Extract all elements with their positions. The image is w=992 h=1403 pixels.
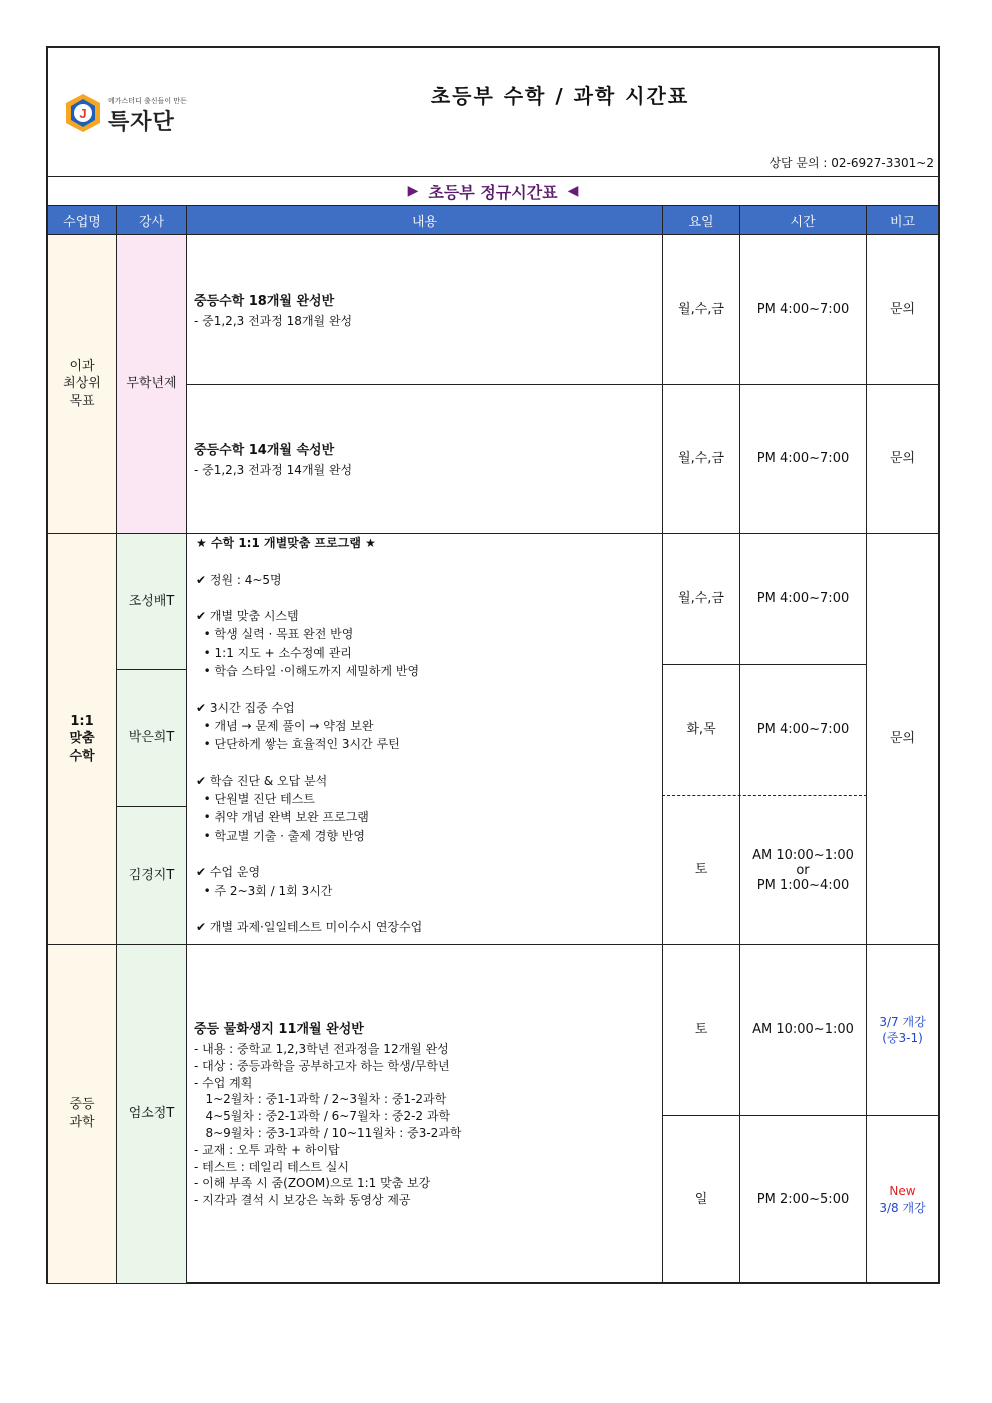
class-note-opening: 3/7 개강 (중3-1) — [879, 1014, 926, 1045]
class-note-new — [867, 1116, 938, 1283]
new-badge: New — [889, 1184, 916, 1199]
program-line: • 학습 스타일 ·이해도까지 세밀하게 반영 — [196, 664, 420, 679]
program-line: • 단단하게 쌓는 효율적인 3시간 루틴 — [196, 737, 400, 752]
time-option: AM 10:00~1:00 — [752, 847, 854, 863]
class-title: 중등 물화생지 11개월 완성반 — [194, 1022, 364, 1037]
detail-line: - 테스트 : 데일리 테스트 실시 — [194, 1159, 349, 1174]
grid-line — [186, 206, 187, 1283]
program-line: ✔ 수업 운영 — [196, 865, 261, 880]
header-content: 내용 — [187, 206, 662, 234]
section-title-text: 초등부 정규시간표 — [428, 182, 558, 202]
class-day: 월,수,금 — [678, 301, 724, 317]
class-time-options — [740, 796, 866, 944]
teacher-name-3: 엄소정T — [128, 1106, 175, 1122]
program-line — [196, 845, 656, 863]
time-option: PM 1:00~4:00 — [756, 877, 850, 893]
logo-icon — [62, 92, 104, 134]
brand-tagline: 메가스터디 출신들이 만든 — [108, 97, 187, 105]
brand-name: 특자단 — [108, 110, 175, 135]
program-line: • 학교별 기출 · 출제 경향 반영 — [196, 828, 365, 843]
detail-line: 1~2월차 : 중1-1과학 / 2~3월차 : 중1-2과학 — [194, 1092, 447, 1107]
star-icon: ★ — [196, 536, 207, 550]
program-line — [196, 589, 656, 607]
detail-line: - 대상 : 중등과학을 공부하고자 하는 학생/무학년 — [194, 1058, 450, 1073]
class-time: AM 10:00~1:00 — [752, 1022, 854, 1038]
program-line: ✔ 학습 진단 & 오답 분석 — [196, 773, 328, 788]
program-line: • 개념 → 문제 풀이 → 약점 보완 — [196, 718, 374, 733]
program-content — [196, 534, 656, 937]
program-line: • 취약 개념 완벽 보완 프로그램 — [196, 810, 369, 825]
class-time: PM 4:00~7:00 — [756, 591, 850, 607]
program-line: ✔ 개별 맞춤 시스템 — [196, 609, 299, 624]
class-time: PM 4:00~7:00 — [756, 301, 850, 317]
detail-line: 8~9월차 : 중3-1과학 / 10~11월차 : 중3-2과학 — [194, 1125, 462, 1140]
class-details — [194, 1041, 462, 1209]
section-title — [48, 177, 938, 205]
detail-line: 4~5월차 : 중2-1과학 / 6~7월차 : 중2-2 과학 — [194, 1109, 451, 1124]
class-time: PM 2:00~5:00 — [756, 1191, 850, 1207]
program-title: 수학 1:1 개별맞춤 프로그램 — [210, 536, 361, 550]
class-time: PM 4:00~7:00 — [756, 451, 850, 467]
contact-info: 상담 문의 : 02-6927-3301~2 — [769, 156, 934, 170]
class-day: 월,수,금 — [678, 451, 724, 467]
header-teacher: 강사 — [117, 206, 186, 234]
class-title: 중등수학 14개월 속성반 — [194, 443, 335, 458]
class-desc: - 중1,2,3 전과정 14개월 완성 — [194, 463, 353, 477]
class-time: PM 4:00~7:00 — [756, 722, 850, 738]
grid-line — [47, 205, 939, 206]
brand-logo — [62, 92, 192, 134]
class-note: 문의 — [889, 451, 916, 467]
class-title: 중등수학 18개월 완성반 — [194, 294, 335, 309]
program-lines — [196, 552, 656, 936]
page-title: 초등부 수학 / 과학 시간표 — [430, 84, 690, 108]
detail-line: - 수업 계획 — [194, 1075, 253, 1090]
class-day: 토 — [694, 862, 708, 878]
program-line: • 1:1 지도 + 소수정예 관리 — [196, 645, 352, 660]
program-line: ✔ 개별 과제·일일테스트 미이수시 연장수업 — [196, 920, 423, 935]
program-line — [196, 680, 656, 698]
triangle-left-icon: ◀ — [567, 183, 579, 199]
program-line: • 주 2~3회 / 1회 3시간 — [196, 883, 333, 898]
course-name-1: 이과 최상위 목표 — [63, 358, 101, 409]
class-day: 토 — [694, 1022, 708, 1038]
class-day: 일 — [694, 1191, 708, 1207]
teacher-name-2b: 박은희T — [128, 730, 175, 746]
program-line — [196, 754, 656, 772]
teacher-name-2c: 김경지T — [128, 867, 175, 883]
detail-line: - 이해 부족 시 줌(ZOOM)으로 1:1 맞춤 보강 — [194, 1176, 431, 1191]
header-time: 시간 — [740, 206, 866, 234]
program-line: ✔ 정원 : 4~5명 — [196, 572, 282, 587]
header-note: 비고 — [867, 206, 938, 234]
opening-date: 3/8 개강 — [879, 1200, 926, 1215]
class-day: 월,수,금 — [678, 591, 724, 607]
program-line: ✔ 3시간 집중 수업 — [196, 700, 295, 715]
program-line — [196, 900, 656, 918]
course-name-3: 중등 과학 — [69, 1097, 95, 1130]
class-desc: - 중1,2,3 전과정 18개월 완성 — [194, 314, 353, 328]
class-note: 문의 — [889, 731, 916, 747]
triangle-right-icon: ▶ — [407, 183, 419, 199]
star-icon: ★ — [365, 536, 376, 550]
detail-line: - 지각과 결석 시 보강은 녹화 동영상 제공 — [194, 1193, 411, 1208]
teacher-name-1: 무학년제 — [126, 376, 177, 392]
program-line: • 학생 실력 · 목표 완전 반영 — [196, 627, 354, 642]
program-heading — [196, 534, 656, 552]
course-name-2: 1:1 맞춤 수학 — [69, 713, 95, 764]
class-day: 화,목 — [686, 722, 716, 738]
class-note: 문의 — [889, 301, 916, 317]
header-day: 요일 — [663, 206, 739, 234]
program-line: • 단원별 진단 테스트 — [196, 792, 315, 807]
detail-line: - 교재 : 오투 과학 + 하이탑 — [194, 1142, 340, 1157]
svg-text:J: J — [79, 106, 87, 121]
teacher-name-2a: 조성배T — [128, 593, 175, 609]
header-course: 수업명 — [48, 206, 116, 234]
time-or: or — [796, 862, 810, 878]
program-line — [196, 552, 656, 570]
detail-line: - 내용 : 중학교 1,2,3학년 전과정을 12개월 완성 — [194, 1042, 449, 1056]
